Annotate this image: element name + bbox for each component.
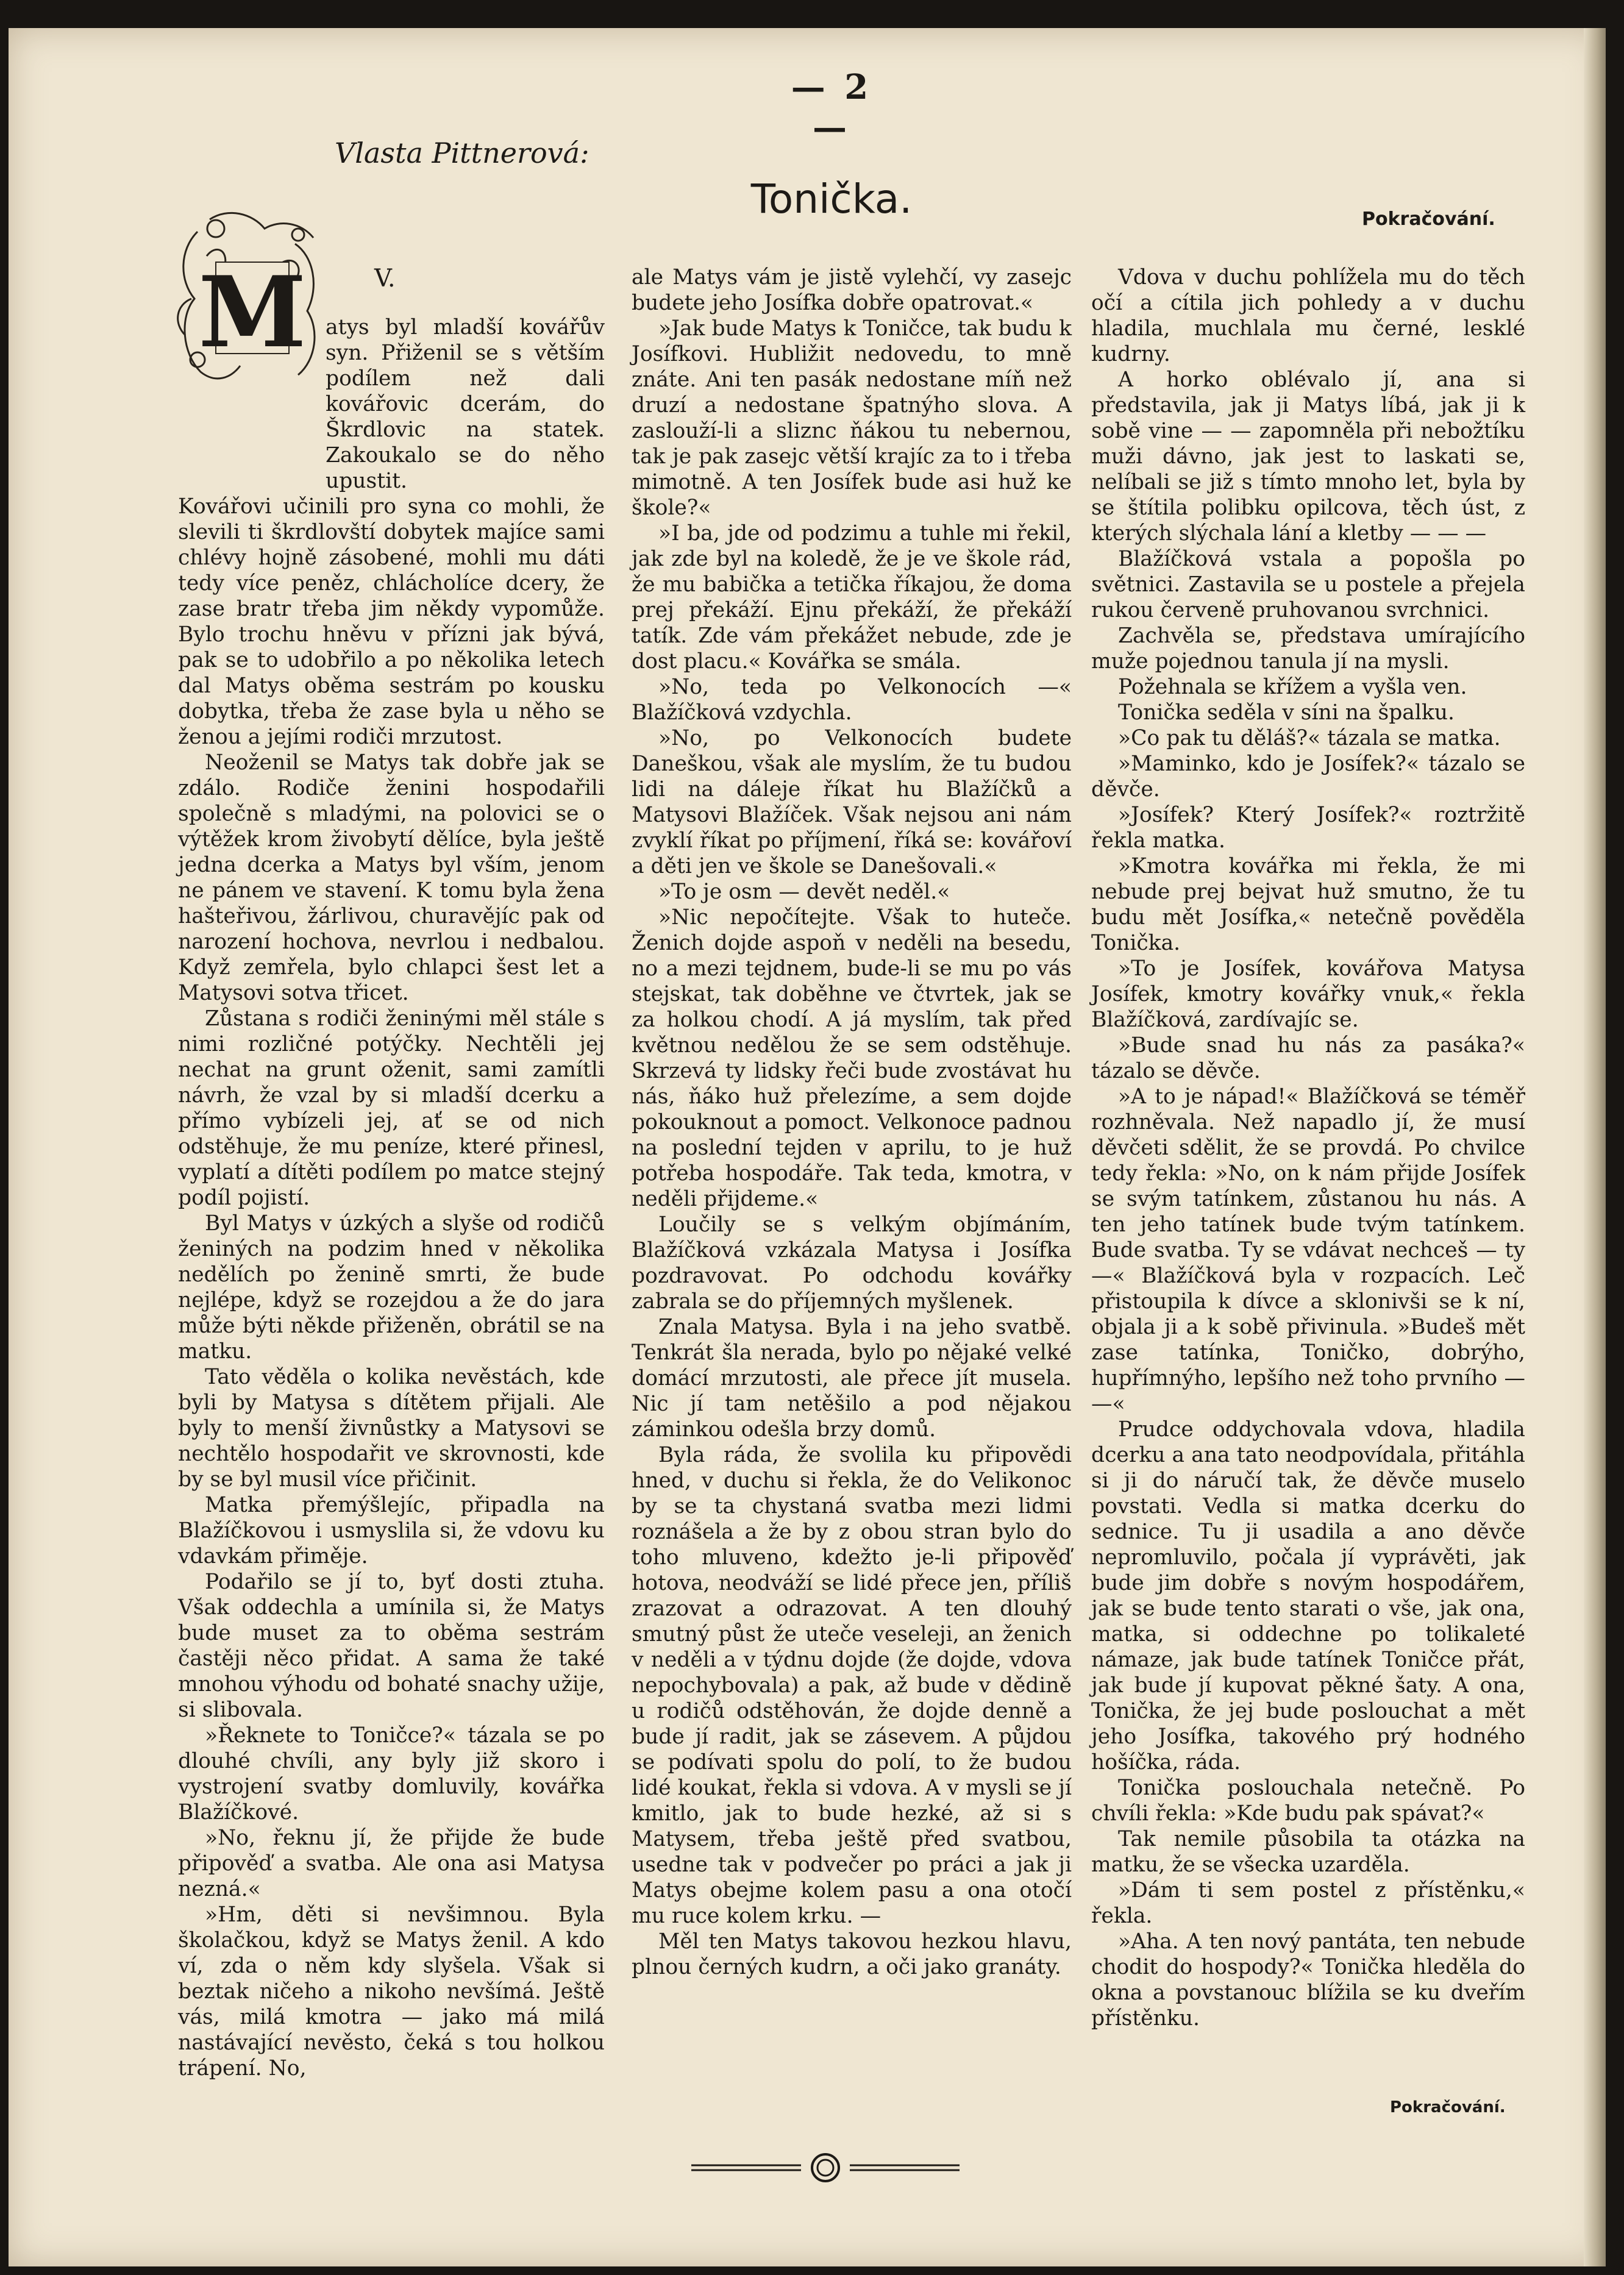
story-title: Tonička. — [750, 176, 913, 223]
paragraph: »A to je nápad!« Blažíčková se téměř rozhněvala. Než napadlo jí, že musí děvčeti sdělit, že se provdá. Po chvilce tedy řekla: »No, on k nám přijde Josífek se svým tatínkem, zůstanou hu nás. A ten jeho tatínek bude tvým tatínkem. Bude svatba. Ty se vdávat nechceš — ty —« Blažíčková byla v rozpacích. Leč přistoupila k dívce a sklonivši se k ní, objala ji a k sobě přivinula. »Budeš mět zase tatínka, Toničko, dobrýho, hupřímnýho, lepšího než toho prvního — —« — [1091, 1084, 1525, 1416]
column-2 — [632, 265, 1072, 1980]
newspaper-page — [9, 28, 1606, 2266]
paragraph: Vdova v duchu pohlížela mu do těch očí a cítila jich pohledy a v duchu hladila, muchlala mu černé, lesklé kudrny. — [1091, 265, 1525, 366]
paragraph: »Kmotra kovářka mi řekla, že mi nebude prej bejvat huž smutno, že tu budu mět Josífka,« netečně pověděla Tonička. — [1091, 854, 1525, 955]
paragraph: »Co pak tu děláš?« tázala se matka. — [1118, 726, 1501, 750]
paragraph: Kovářovi učinili pro syna co mohli, že slevili ti škrdlovští dobytek majíce sami chlévy hojně zásobené, mohli mu dáti tedy více peněz, chlácholíce dcery, že zase bratr třeba jim někdy vypomůže. Bylo trochu hněvu v přízni jak bývá, pak se to udobřilo a po několika letech dal Matys oběma sestrám po kousku dobytka, třeba že zase byla u něho se ženou a jejími rodiči mrzutost. — [178, 494, 605, 749]
paragraph: Požehnala se křížem a vyšla ven. — [1118, 675, 1467, 699]
paragraph: Blažíčková vstala a popošla po světnici. Zastavila se u postele a přejela rukou červeně pruhovanou svrchnici. — [1091, 547, 1525, 622]
paragraph: Byla ráda, že svolila ku připovědi hned, v duchu si řekla, že do Velikonoc by se ta chystaná svatba mezi lidmi roznášela a že by z obou stran bylo do toho mluveno, kdežto je-li připověď hotova, neodváží se lidé přece jen, příliš zrazovat a odrazovat. A ten dlouhý smutný půst že uteče veseleji, an ženich v neděli a v týdnu dojde (že dojde, vdova nepochybovala) a pak, až bude v dědině u rodičů odstěhován, že dojde denně a bude jí radit, jak se zásevem. A půjdou se podívati spolu do polí, to že budou lidé koukat, řekla si vdova. A v mysli se jí kmitlo, jak to bude hezké, až si s Matysem, třeba ještě před svatbou, usedne tak v podvečer po práci a jak ji Matys obejme kolem pasu a ona otočí mu ruce kolem krku. — — [632, 1443, 1072, 1928]
paragraph: »Aha. A ten nový pantáta, ten nebude chodit do hospody?« Tonička hleděla do okna a povstanouc blížila se ku dveřím přístěnku. — [1091, 1929, 1525, 2031]
paragraph: »Maminko, kdo je Josífek?« tázalo se děvče. — [1091, 752, 1525, 802]
page-number: — 2 — — [791, 67, 872, 148]
chapter-number: V. — [374, 265, 396, 293]
paragraph: Tonička seděla v síni na špalku. — [1118, 700, 1455, 725]
paragraph: »To je osm — devět neděl.« — [658, 880, 950, 904]
paragraph: »Řeknete to Toničce?« tázala se po dlouhé chvíli, any byly již skoro i vystrojení svatby domluvily, kovářka Blažíčkové. — [178, 1723, 605, 1825]
paragraph: Matka přemýšlejíc, připadla na Blažíčkovou i usmyslila si, že vdovu ku vdavkám přiměje. — [178, 1493, 605, 1568]
continued-note-top: Pokračování. — [1362, 208, 1495, 230]
paragraph: Znala Matysa. Byla i na jeho svatbě. Tenkrát šla nerada, bylo po nějaké velké domácí mrzutosti, ale přece jít musela. Nic jí tam netěšilo a pod nějakou záminkou odešla brzy domů. — [632, 1315, 1072, 1442]
paragraph: »No, řeknu jí, že přijde že bude připověď a svatba. Ale ona asi Matysa nezná.« — [178, 1826, 605, 1901]
paragraph: Tak nemile působila ta otázka na matku, že se všecka uzarděla. — [1091, 1827, 1525, 1877]
ornament-divider-icon — [685, 2151, 966, 2187]
column-1 — [178, 315, 605, 2081]
paragraph: Zůstana s rodiči ženinými měl stále s nimi rozličné potýčky. Nechtěli jej nechat na grunt oženit, sami zamítli návrh, že vzal by si mladší dcerku a přímo vybízeli jej, ať se od nich odstěhuje, že mu peníze, které přinesl, vyplatí a dítěti podílem po matce stejný podíl pojistí. — [178, 1006, 605, 1210]
page-edge — [1584, 28, 1606, 2266]
paragraph: Tonička poslouchala netečně. Po chvíli řekla: »Kde budu pak spávat?« — [1091, 1776, 1525, 1826]
initial-letter: M — [198, 255, 307, 369]
paragraph: ale Matys vám je jistě vylehčí, vy zasejc budete jeho Josífka dobře opatrovat.« — [632, 265, 1072, 315]
paragraph: »Jak bude Matys k Toničce, tak budu k Josífkovi. Hubližit nedovedu, to mně znáte. Ani ten pasák nedostane míň než druzí a nedostane špatnýho slova. A zaslouží-li a sliznc ňákou tu nebernou, tak je pak zasejc větší krajíc za to i třeba mimotně. A ten Josífek bude asi huž ke škole?« — [632, 316, 1072, 520]
paragraph: Podařilo se jí to, byť dosti ztuha. Však oddechla a umínila si, že Matys bude muset za to oběma sestrám častěji něco přidat. A sama že také mnohou výhodu od bohaté snachy užije, si slibovala. — [178, 1570, 605, 1722]
paragraph: »To je Josífek, kovářova Matysa Josífek, kmotry kovářky vnuk,« řekla Blažíčková, zardívajíc se. — [1091, 956, 1525, 1032]
paragraph: »Nic nepočítejte. Však to huteče. Ženich dojde aspoň v neděli na besedu, no a mezi tejdnem, bude-li se mu po vás stejskat, tak doběhne ve čtvrtek, jak se za holkou chodí. A já myslím, tak před květnou nedělou že se sem odstěhuje. Skrzevá ty lidsky řeči bude zvostávat hu nás, ňáko huž přelezíme, a sem dojde pokouknout a pomoct. Velkonoce padnou na poslední tejden v aprilu, to je huž potřeba hospodáře. Tak teda, kmotra, v neděli přijdeme.« — [632, 905, 1072, 1211]
paragraph: Neoženil se Matys tak dobře jak se zdálo. Rodiče ženini hospodařili společně s mladými, na polovici se o výtěžek krom živobytí dělíce, byla ještě jedna dcerka a Matys byl vším, jenom ne pánem ve stavení. K tomu byla žena hašteřivou, žárlivou, churavějíc pak od narození hochova, nevrlou i nedbalou. Když zemřela, bylo chlapci šest let a Matysovi sotva třicet. — [178, 750, 605, 1005]
paragraph: »Josífek? Který Josífek?« roztržitě řekla matka. — [1091, 803, 1525, 853]
paragraph: Zachvěla se, představa umírajícího muže pojednou tanula jí na mysli. — [1091, 624, 1525, 674]
paragraph: »I ba, jde od podzimu a tuhle mi řekil, jak zde byl na koledě, že je ve škole rád, že mu babička a tetička říkajou, že doma prej překáží. Ejnu překáží, že překáží tatík. Zde vám překážet nebude, zde je dost placu.« Kovářka se smála. — [632, 521, 1072, 674]
paragraph: A horko oblévalo jí, ana si představila, jak ji Matys líbá, jak ji k sobě vine — — zapomněla při nebožtíku muži dávno, jak jest to laskati se, nelíbali se již s tímto mnoho let, byla by se štítila polibku opilcova, těch úst, z kterých slýchala lání a kletby — — — — [1091, 368, 1525, 546]
paragraph: Tato věděla o kolika nevěstách, kde byli by Matysa s dítětem přijali. Ale byly to menší živnůstky a Matysovi se nechtělo hospodařit ve skrovnosti, kde by se byl musil více přičinit. — [178, 1365, 605, 1492]
paragraph: »Hm, děti si nevšimnou. Byla školačkou, když se Matys ženil. A kdo ví, zda o něm kdy slyšela. Však si beztak ničeho a nikoho nevšímá. Ještě vás, milá kmotra — jako má milá nastávající nevěsto, čeká s tou holkou trápení. No, — [178, 1903, 605, 2081]
paragraph: Loučily se s velkým objímáním, Blažíčková vzkázala Matysa i Josífka pozdravovat. Po odchodu kovářky zabrala se do příjemných myšlenek. — [632, 1212, 1072, 1314]
paragraph: atys byl mladší kovářův syn. Přiženil se s větším podílem než dali kovářovic dcerám, do Škrdlovic na statek. Zakoukalo se do něho upustit. — [326, 315, 605, 493]
paragraph: »Bude snad hu nás za pasáka?« tázalo se děvče. — [1091, 1033, 1525, 1083]
paragraph: Prudce oddychovala vdova, hladila dcerku a ana tato neodpovídala, přitáhla si ji do náručí tak, že děvče muselo povstati. Vedla si matka dcerku do sednice. Tu ji usadila a ano děvče nepromluvilo, počala jí vyprávěti, jak bude jim dobře s novým hospodářem, jak se bude tento starati o vše, jak ona, matka, si oddechne po tolikaleté námaze, jak bude tatínek Toničce přát, jak bude jí kupovat pěkné šaty. A ona, Tonička, že jej bude poslouchat a mět jeho Josífka, takového prý hodného hošíčka, ráda. — [1091, 1417, 1525, 1775]
paragraph: Byl Matys v úzkých a slyše od rodičů ženiných na podzim hned v několika nedělích po ženině smrti, že bude nejlépe, když se rozejdou a že do jara může býti někde přiženěn, obrátil se na matku. — [178, 1211, 605, 1364]
author-name: Vlasta Pittnerová: — [335, 137, 589, 169]
paragraph: Měl ten Matys takovou hezkou hlavu, plnou černých kudrn, a oči jako granáty. — [632, 1929, 1072, 1979]
continued-note-bottom: Pokračování. — [1390, 2098, 1506, 2117]
paragraph: »No, po Velkonocích budete Daneškou, však ale myslím, že tu budou lidi na dáleje říkat hu Blažíčků a Matysovi Blažíček. Však nejsou ani nám zvyklí říkat po příjmení, říká se: kovářoví a děti jen ve škole se Danešovali.« — [632, 726, 1072, 878]
paragraph: »No, teda po Velkonocích —« Blažíčková vzdychla. — [632, 675, 1072, 725]
paragraph: »Dám ti sem postel z přístěnku,« řekla. — [1091, 1878, 1525, 1928]
column-3 — [1091, 265, 1525, 2031]
